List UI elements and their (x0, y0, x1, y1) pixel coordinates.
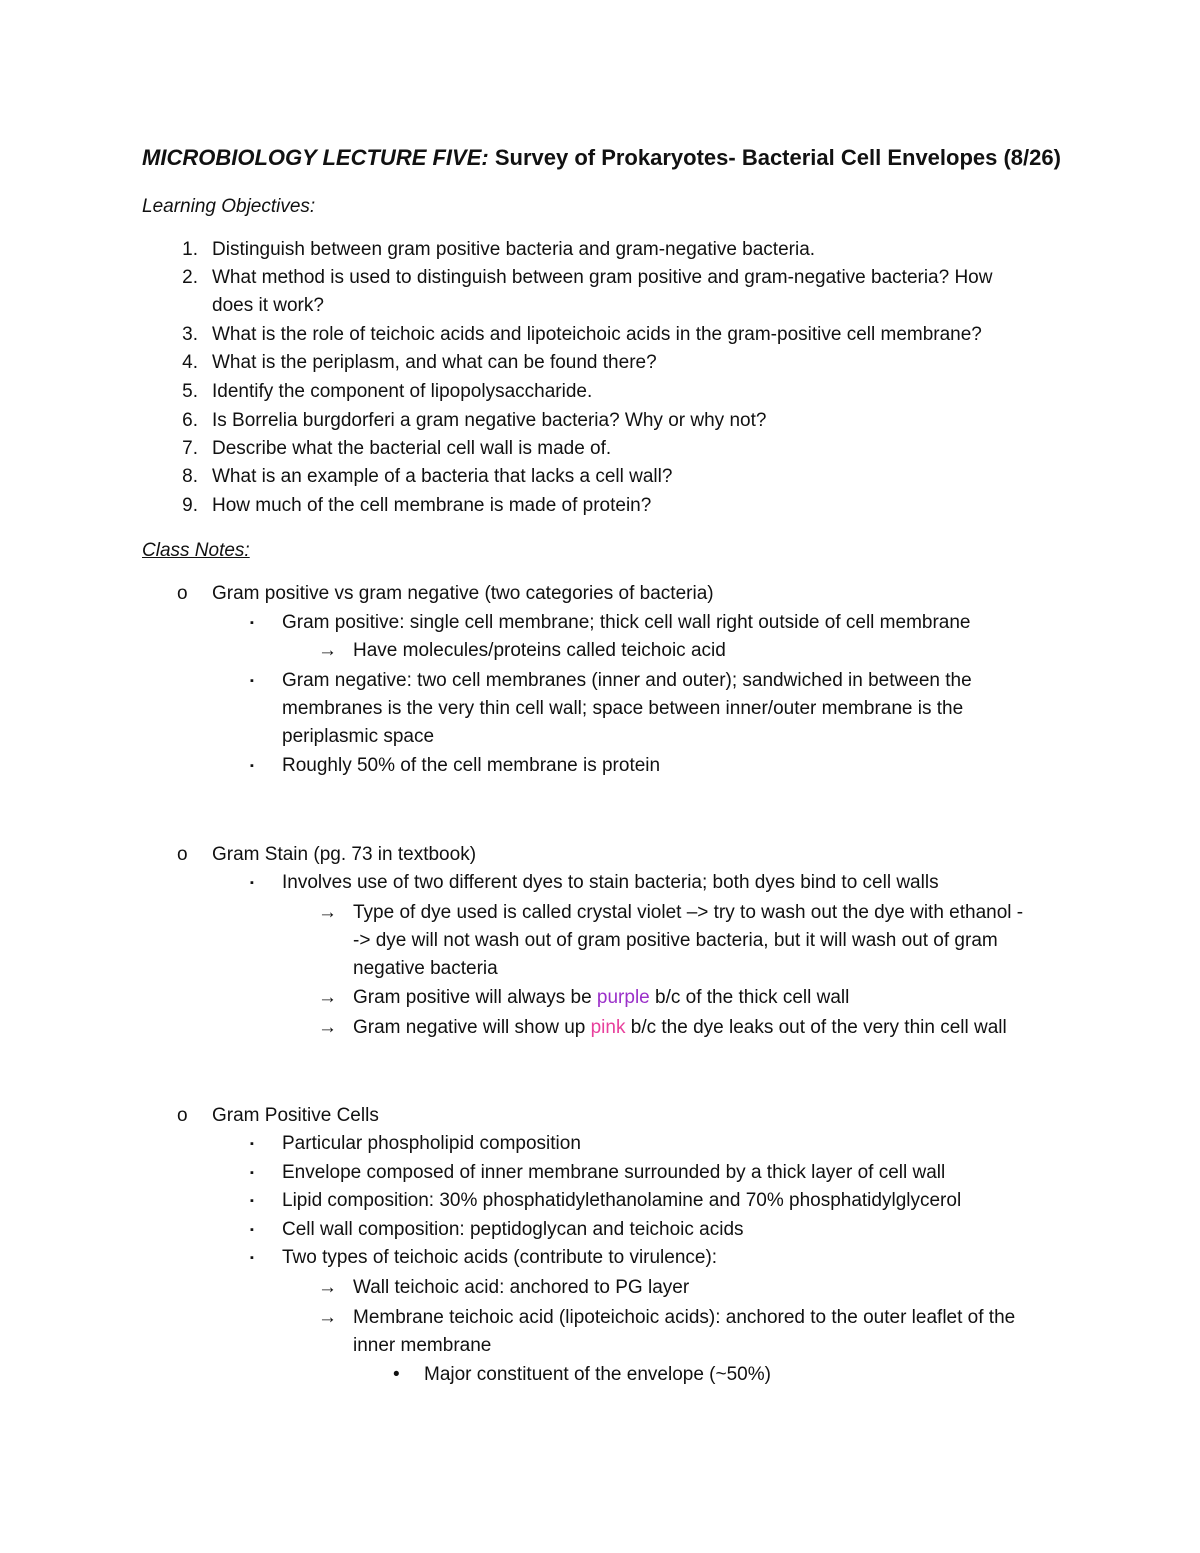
note-line: Involves use of two different dyes to stain bacteria; both dyes bind to cell walls (282, 872, 939, 893)
objective-number: 6. (182, 410, 198, 431)
circle-bullet-icon: o (177, 844, 188, 865)
arrow-bullet-icon: → (318, 902, 337, 923)
note-line: Wall teichoic acid: anchored to PG layer (353, 1277, 690, 1298)
pink-word: pink (590, 1017, 626, 1038)
objective-number: 2. (182, 267, 198, 288)
square-bullet-icon: ▪ (250, 877, 254, 889)
circle-bullet-icon: o (177, 583, 188, 604)
square-bullet-icon: ▪ (250, 617, 254, 629)
objective-item: What method is used to distinguish between gram positive and gram-negative bacteria? How (212, 267, 993, 288)
arrow-bullet-icon: → (318, 1307, 337, 1328)
square-bullet-icon: ▪ (250, 1138, 254, 1150)
objective-number: 5. (182, 381, 198, 402)
class-notes-heading: Class Notes: (142, 540, 250, 561)
square-bullet-icon: ▪ (250, 760, 254, 772)
square-bullet-icon: ▪ (250, 1167, 254, 1179)
note-line: Two types of teichoic acids (contribute to virulence): (282, 1247, 718, 1268)
arrow-bullet-icon: → (318, 640, 337, 661)
note-text: b/c the dye leaks out of the very thin cell wall (625, 1017, 1007, 1038)
square-bullet-icon: ▪ (250, 675, 254, 687)
purple-word: purple (596, 987, 650, 1008)
note-line: Major constituent of the envelope (~50%) (424, 1364, 771, 1385)
note-line: Gram positive: single cell membrane; thick cell wall right outside of cell membrane (282, 612, 971, 633)
note-line: Membrane teichoic acid (lipoteichoic acids): anchored to the outer leaflet of the (353, 1307, 1016, 1328)
note-line: Envelope composed of inner membrane surrounded by a thick layer of cell wall (282, 1162, 946, 1183)
note-text: Gram negative will show up (353, 1017, 591, 1038)
title-lecture-label: MICROBIOLOGY LECTURE FIVE: (142, 145, 489, 170)
objective-item: Distinguish between gram positive bacteria and gram-negative bacteria. (212, 239, 816, 260)
square-bullet-icon: ▪ (250, 1224, 254, 1236)
note-line-continued: -> dye will not wash out of gram positive bacteria, but it will wash out of gram (353, 930, 998, 951)
objective-item: What is the periplasm, and what can be found there? (212, 352, 657, 373)
note-line: Lipid composition: 30% phosphatidylethanolamine and 70% phosphatidylglycerol (282, 1190, 962, 1211)
notes-section-title: Gram Positive Cells (212, 1105, 379, 1126)
note-line: Particular phospholipid composition (282, 1133, 581, 1154)
objective-item: Is Borrelia burgdorferi a gram negative bacteria? Why or why not? (212, 410, 767, 431)
note-line-continued: inner membrane (353, 1335, 492, 1356)
note-line: Cell wall composition: peptidoglycan and teichoic acids (282, 1219, 744, 1240)
objective-item: What is the role of teichoic acids and lipoteichoic acids in the gram-positive cell membrane? (212, 324, 982, 345)
objective-number: 8. (182, 466, 198, 487)
objective-item-continued: does it work? (212, 295, 324, 316)
dot-bullet-icon: • (393, 1364, 400, 1385)
note-line-continued: periplasmic space (282, 726, 435, 747)
objective-number: 3. (182, 324, 198, 345)
note-line: Roughly 50% of the cell membrane is protein (282, 755, 661, 776)
objective-item: What is an example of a bacteria that lacks a cell wall? (212, 466, 673, 487)
note-line: Type of dye used is called crystal violet –> try to wash out the dye with ethanol - (353, 902, 1024, 923)
square-bullet-icon: ▪ (250, 1195, 254, 1207)
notes-section-title: Gram Stain (pg. 73 in textbook) (212, 844, 477, 865)
learning-objectives-heading: Learning Objectives: (142, 196, 316, 217)
arrow-bullet-icon: → (318, 987, 337, 1008)
note-text: Gram positive will always be (353, 987, 597, 1008)
arrow-bullet-icon: → (318, 1277, 337, 1298)
note-line-purple (353, 986, 849, 1010)
note-line-continued: negative bacteria (353, 958, 498, 979)
square-bullet-icon: ▪ (250, 1252, 254, 1264)
title-topic: Survey of Prokaryotes- Bacterial Cell Envelopes (8/26) (488, 145, 1061, 170)
arrow-bullet-icon: → (318, 1017, 337, 1038)
note-line: Have molecules/proteins called teichoic acid (353, 640, 726, 661)
objective-item: Describe what the bacterial cell wall is made of. (212, 438, 612, 459)
objective-number: 7. (182, 438, 198, 459)
note-text: b/c of the thick cell wall (649, 987, 850, 1008)
note-line-pink (353, 1016, 1007, 1040)
document-title (142, 146, 1061, 170)
circle-bullet-icon: o (177, 1105, 188, 1126)
notes-section-title: Gram positive vs gram negative (two categories of bacteria) (212, 583, 714, 604)
objective-number: 9. (182, 495, 198, 516)
objective-item: How much of the cell membrane is made of protein? (212, 495, 652, 516)
objective-item: Identify the component of lipopolysaccharide. (212, 381, 593, 402)
objective-number: 4. (182, 352, 198, 373)
note-line: Gram negative: two cell membranes (inner and outer); sandwiched in between the (282, 670, 972, 691)
note-line-continued: membranes is the very thin cell wall; space between inner/outer membrane is the (282, 698, 964, 719)
objective-number: 1. (182, 239, 198, 260)
